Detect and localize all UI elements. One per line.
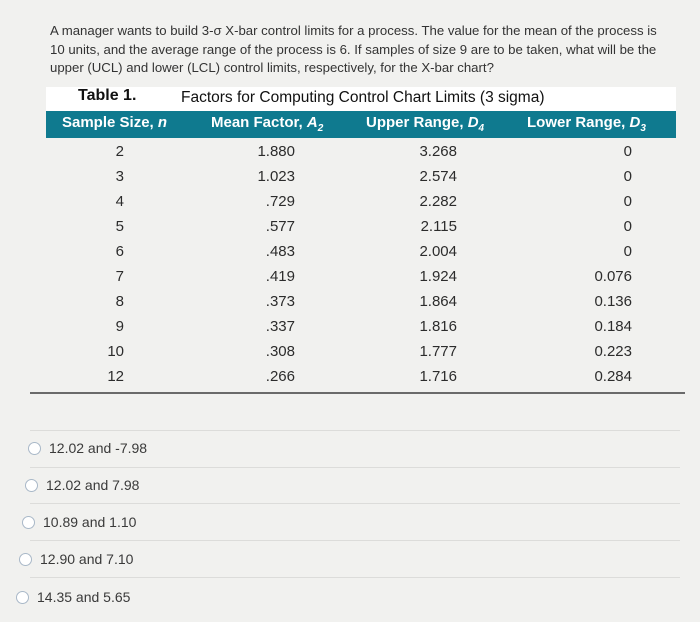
answer-option-5[interactable] [16,589,130,605]
table-row [0,318,700,343]
cell-sample-size: 6 [115,243,124,260]
cell-sample-size: 2 [115,143,124,160]
table-row [0,293,700,318]
divider [30,467,680,468]
cell-lower-range: 0 [623,168,632,185]
divider [30,503,680,504]
cell-lower-range: 0.284 [594,368,632,385]
cell-upper-range: 1.924 [419,268,457,285]
table-bottom-rule [30,392,685,394]
table-row [0,243,700,268]
cell-upper-range: 2.574 [419,168,457,185]
table-row [0,193,700,218]
answer-option-label: 12.02 and 7.98 [46,477,140,493]
cell-lower-range: 0 [623,143,632,160]
cell-sample-size: 8 [115,293,124,310]
cell-lower-range: 0.223 [594,343,632,360]
answer-option-4[interactable] [19,551,133,567]
cell-lower-range: 0 [623,218,632,235]
cell-sample-size: 3 [115,168,124,185]
radio-button-icon[interactable] [25,479,38,492]
cell-mean-factor: .266 [265,368,295,385]
cell-lower-range: 0 [623,193,632,210]
table-label: Table 1. [78,87,137,104]
radio-button-icon[interactable] [28,442,41,455]
divider [30,577,680,578]
cell-mean-factor: .729 [265,193,295,210]
table-row [0,168,700,193]
cell-sample-size: 4 [115,193,124,210]
cell-sample-size: 12 [107,368,124,385]
table-row [0,368,700,393]
cell-upper-range: 2.004 [419,243,457,260]
question-text: A manager wants to build 3-σ X-bar control limits for a process. The value for the mean of the process is 10 units, and the average range of the process is 6. If samples of size 9 are to be taken, what will be the upper (UCL) and lower (LCL) control limits, respectively, for the X-bar chart? [50,23,657,75]
cell-sample-size: 9 [115,318,124,335]
cell-mean-factor: .337 [265,318,295,335]
answer-option-label: 10.89 and 1.10 [43,514,137,530]
cell-mean-factor: .373 [265,293,295,310]
cell-mean-factor: 1.023 [257,168,295,185]
cell-mean-factor: .308 [265,343,295,360]
cell-lower-range: 0 [623,243,632,260]
cell-mean-factor: .577 [265,218,295,235]
cell-lower-range: 0.136 [594,293,632,310]
cell-upper-range: 2.115 [420,218,457,235]
cell-sample-size: 7 [115,268,124,285]
table-row [0,218,700,243]
cell-mean-factor: 1.880 [257,143,295,160]
cell-lower-range: 0.184 [594,318,632,335]
answer-option-1[interactable] [28,440,147,456]
answer-option-label: 12.90 and 7.10 [40,551,134,567]
answer-option-label: 12.02 and -7.98 [49,440,148,456]
col-header-mean-factor: Mean Factor, $A_2$ [211,114,324,134]
cell-upper-range: 1.716 [419,368,457,385]
cell-upper-range: 1.864 [419,293,457,310]
cell-mean-factor: .483 [265,243,295,260]
table-title: Factors for Computing Control Chart Limits (3 sigma) [181,89,545,106]
col-header-sample-size: Sample Size, n [62,114,168,131]
answer-option-label: 14.35 and 5.65 [37,589,131,605]
table-row [0,143,700,168]
table-row [0,268,700,293]
divider [30,430,680,431]
answer-option-3[interactable] [22,514,136,530]
cell-upper-range: 2.282 [419,193,457,210]
cell-sample-size: 10 [107,343,124,360]
col-header-lower-range: Lower Range, $D_3$ [527,114,646,134]
cell-lower-range: 0.076 [594,268,632,285]
radio-button-icon[interactable] [22,516,35,529]
radio-button-icon[interactable] [16,591,29,604]
divider [30,540,680,541]
cell-mean-factor: .419 [265,268,295,285]
cell-upper-range: 3.268 [419,143,457,160]
answer-option-2[interactable] [25,477,139,493]
cell-upper-range: 1.777 [419,343,457,360]
cell-sample-size: 5 [115,218,124,235]
table-row [0,343,700,368]
cell-upper-range: 1.816 [419,318,457,335]
col-header-upper-range: Upper Range, $D_4$ [366,114,485,134]
radio-button-icon[interactable] [19,553,32,566]
